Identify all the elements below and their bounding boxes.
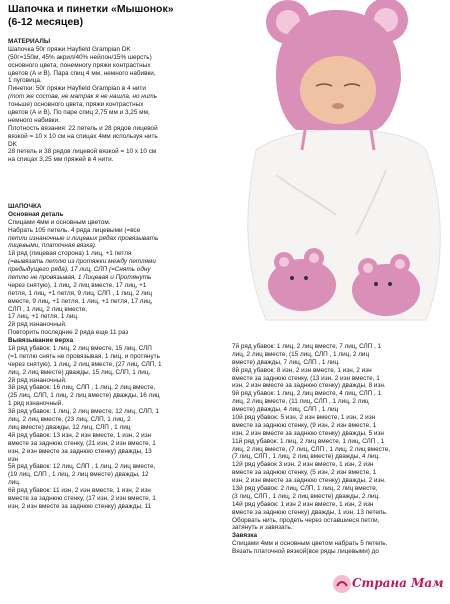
text-line: 12й ряд убавок 3 изн, 2 изн вместе, 1 изн, 2 изн	[232, 461, 374, 469]
section-heading: Завязка	[232, 532, 258, 540]
text-line: (7 лиц, СЛП , 1 лиц, 2 лиц вместе) дважды, 4 лиц.	[232, 453, 380, 461]
text-line: 4й ряд убавок: 13 изн, 2 изн вместе, 1 изн, 2 изн	[8, 431, 152, 439]
text-line: Спицами 4мм и основным цветом набрать 5 петель.	[232, 540, 388, 548]
text-line: 6й ряд убавок: 11 изн, 2 изн вместе, 1 изн, 2 изн	[8, 487, 151, 495]
text-line: 13й ряд убавок: 2 лиц, СЛП, 1 лиц, 2 лиц вместе,	[232, 485, 378, 493]
text-line: вместе за заднюю стенку) дважды, 1 изн. 13 петель.	[232, 508, 388, 516]
text-line: цветов (А и В), По паре спиц 2,75 мм и 3,25 мм,	[8, 109, 150, 117]
text-line: основного цвета, понемногу пряжи контрастных	[8, 61, 151, 69]
text-line: DK	[8, 140, 17, 148]
text-line: Спицами 4мм и основным цветом.	[8, 218, 111, 226]
section-heading: Основная деталь	[8, 210, 64, 218]
section-heading: МАТЕРИАЛЫ	[8, 38, 51, 45]
text-line: 14й ряд убавок: 1 изн 2 изн вместе, 1 изн, 2 изн	[232, 500, 374, 508]
text-line: вместе за заднюю стенку, (17 изн, 2 изн вместе, 1	[8, 494, 156, 502]
text-line: (=1 петлю снять не провязывая, 1 лиц, и протянуть	[8, 352, 160, 360]
text-line: вместе за заднюю стенку, (5 изн, 2 изн вместе, 1	[232, 469, 377, 477]
text-line: 17 лиц, +1 петля, 1 лиц.	[8, 313, 79, 321]
text-line: тоньше) основного цвета, пряжи контрастных	[8, 101, 144, 109]
text-line: изн, 2 изн вместе за заднюю стенку) дважды, 8 изн.	[232, 382, 386, 390]
text-line: 3й ряд убавок: 16 лиц, СЛП , 1 лиц, 2 лиц вместе,	[8, 384, 156, 392]
text-line: Набрать 105 петель. 4 ряда лицевыми (=все	[8, 226, 141, 234]
text-line: через снятую), 1 лиц, 2 лиц вместе, (27 лиц, СЛП, 1	[8, 360, 162, 368]
text-line: вместе за заднюю стенку, (9 изн, 2 изн вместе, 1	[232, 421, 377, 429]
text-line: 10й ряд убавок: 5 изн, 2 изн вместе, 1 изн, 2 изн	[232, 414, 376, 422]
text-line: лиц, 2 лиц вместе, (7 лиц, СЛП , 1 лиц, 2 лиц вместе,	[232, 445, 391, 453]
text-line: 2й ряд изнаночный.	[8, 321, 67, 329]
title-line: (6-12 месяцев)	[8, 16, 84, 28]
text-line: (50г=150м, 45% акрил/40% нейлон/15% шерсть)	[8, 53, 152, 61]
text-line: (25 лиц, СЛП, 1 лиц, 2 лиц вместе) дважды, 16 лиц	[8, 392, 160, 400]
hat-instructions-section	[8, 203, 230, 511]
text-line: изн, 2 изн вместе за заднюю стенку) дважды, 13	[8, 447, 152, 455]
text-line: вместе) дважды, 4 лиц, СЛП , 1 лиц	[232, 406, 339, 414]
text-line: цветов (А и В). Пара спиц 4 мм, немного набивки,	[8, 69, 156, 77]
text-line: Шапочка 50г пряжи Hayfield Grampian DK	[8, 45, 131, 53]
text-line: лиц.	[8, 479, 21, 487]
text-line: Оборвать нить, продеть через оставшиеся петли,	[232, 516, 380, 524]
text-line: 1 пуговица.	[8, 77, 42, 85]
stork-logo-icon	[332, 574, 352, 594]
text-line: предыдущего ряда), 17 лиц, СЛП (=Снять одну	[8, 266, 151, 274]
text-line: 7й ряд убавок: 1 лиц, 2 лиц вместе, 7 лиц, СЛП , 1	[232, 343, 382, 350]
text-line: вместе за заднюю стенку, (21 изн, 2 изн вместе, 1	[8, 439, 156, 447]
text-line: изн, 2 изн вместе за заднюю стенку) дважды, 5 изн	[232, 429, 384, 437]
text-line: 28 петель и 38 рядов лицевой вязкой = 10 х 10 см	[8, 148, 157, 156]
text-line: лиц, 2 лиц вместе) дважды, 15 лиц, СЛП, 1 лиц,	[8, 368, 151, 376]
text-line: Повторить последние 2 ряда еще 11 раз	[8, 329, 129, 337]
text-line: 8й ряд убавок: 8 изн, 2 изн вместе, 1 изн, 2 изн	[232, 366, 372, 374]
section-heading: ШАПОЧКА	[8, 203, 42, 210]
title-line: Шапочка и пинетки «Мышонок»	[8, 3, 174, 15]
text-line: лицевыми, платочная вязка).	[8, 242, 97, 250]
page-title	[8, 3, 248, 29]
text-line: Пинетки: 50г пряжи Hayfield Grampian в 4 нити	[8, 85, 146, 93]
text-line: вязкой = 10 х 10 см на спицах 4мм используя нить	[8, 132, 158, 140]
text-line: лиц, 2 лиц вместе, (23 лиц, СЛП, 1 лиц, 2	[8, 416, 131, 424]
watermark-text: Страна Мам	[352, 576, 444, 590]
text-line: 11й ряд убавок: 1 лиц, 2 лиц вместе, 1 лиц, СЛП , 1	[232, 437, 385, 445]
text-line: вместе за заднюю стенку, (13 изн, 2 изн вместе, 1	[232, 374, 380, 382]
text-line: изн	[8, 455, 19, 463]
text-line: затянуть и завязать.	[232, 524, 293, 532]
text-line: лиц вместе) дважды, 12 лиц, СЛП , 1 лиц	[8, 423, 131, 431]
baby-photo	[236, 0, 450, 342]
text-line: 5й ряд убавок: 12 лиц, СЛП , 1 лиц, 2 лиц вместе,	[8, 463, 156, 471]
site-watermark	[330, 572, 448, 600]
text-line: немного набивки.	[8, 116, 60, 124]
text-line: 3й ряд убавок: 1 лиц, 2 лиц вместе, 12 лиц, СЛП, 1	[8, 408, 159, 416]
text-line: на спицах 3,25 мм пряжей в 4 нити.	[8, 156, 114, 164]
text-line: 1й ряд убавок: 1 лиц, 2 лиц вместе, 15 лиц, СЛП	[8, 345, 152, 353]
text-line: лиц, 2 лиц вместе, (15 лиц, СЛП , 1 лиц, 2 лиц	[232, 350, 370, 358]
text-line: 1 ряд изнаночный.	[8, 400, 64, 408]
text-line: (19 лиц, СЛП , 1 лиц, 2 лиц вместе) дважды, 12	[8, 471, 149, 479]
text-line: 9й ряд убавок: 1 лиц, 2 лиц вместе, 4 лиц, СЛП , 1	[232, 390, 382, 398]
text-line: вместе, 9 лиц, +1 петля, 1 лиц, +1 петля, 17 лиц,	[8, 297, 153, 305]
text-line: (тот же состав, не матрак я не нашла, но нить	[8, 93, 158, 101]
text-line: петлю не провязывая, 1 Лицевая и Протянуть	[8, 274, 152, 282]
text-line: через снятую), 1 лиц, 2 лиц вместе, 17 лиц, +1	[8, 281, 147, 289]
text-line: петли изнаночные и лицевых рядах провязывать	[8, 234, 159, 242]
section-heading: Вывязывание верха	[8, 337, 74, 345]
text-line: (=вывязать петлю из протяжки между петлями	[8, 258, 156, 266]
crown-decrease-section	[232, 343, 446, 556]
text-line: 2й ряд изнаночный.	[8, 376, 67, 384]
text-line: Вязать платочной вязкой(все ряды лицевыми) до	[232, 548, 379, 556]
text-line: 1й ряд (лицевая сторона) 1 лиц, +1 петля	[8, 250, 132, 258]
text-line: изн, 2 изн вместе за заднюю стенку) дважды, 2 изн.	[232, 477, 386, 485]
text-line: изн, 2 изн вместе за заднюю стенку) дважды, 11	[8, 502, 152, 510]
text-line: вместе) дважды, 7 лиц, СЛП , 1 лиц.	[232, 358, 340, 366]
text-line: Плотность вязания: 22 петель и 28 рядов лицевой	[8, 124, 158, 132]
text-line: петля, 1 лиц, +1 петля, 9 лиц, СЛП , 1 лиц, 2 лиц	[8, 289, 153, 297]
text-line: СЛП , 1 лиц, 2 лиц вместе,	[8, 305, 88, 313]
materials-section	[8, 38, 230, 164]
text-line: (3 лиц, СЛП , 1 лиц, 2 лиц вместе) дважды, 2 лиц.	[232, 492, 380, 500]
text-line: лиц, 2 лиц вместе, (11 лиц, СЛП , 1 лиц, 2 лиц	[232, 398, 369, 406]
